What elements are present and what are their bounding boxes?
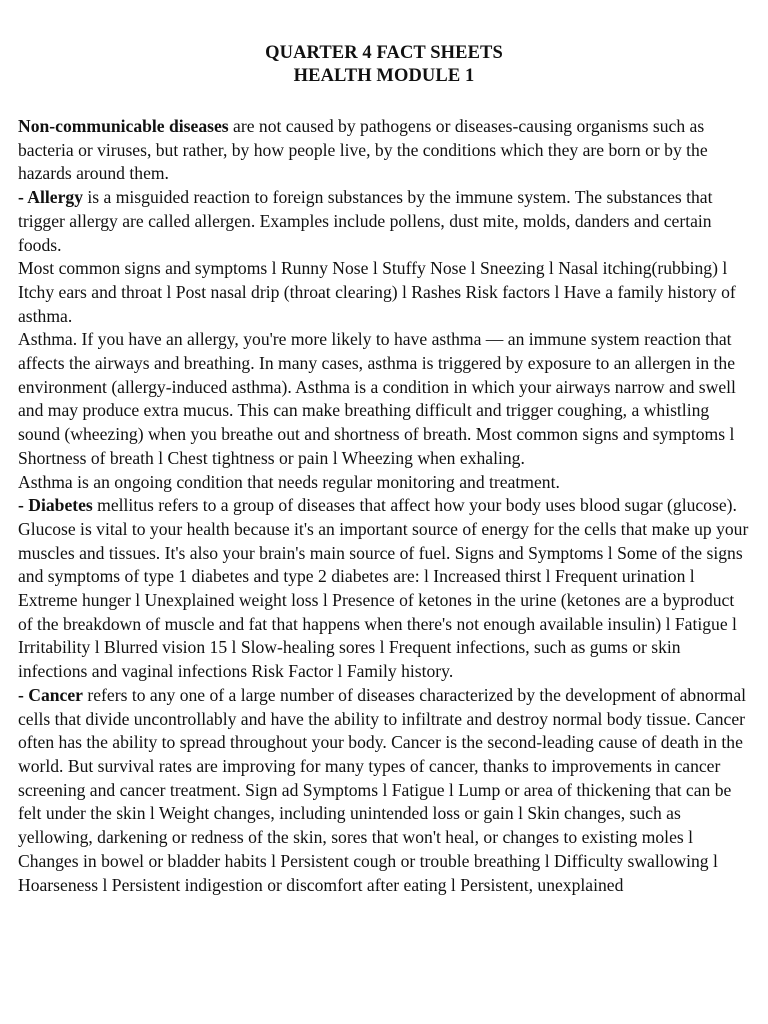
allergy-prefix: - — [18, 187, 28, 208]
cancer-prefix: - — [18, 684, 29, 705]
cancer-text: refers to any one of a large number of diseases characterized by the development of abnormal cells that divide uncontrollably and have the ability to infiltrate and destroy normal body tissue. Cancer often has the ability to spread throughout your body. Cancer is the second-leading cause of death in the world. But survival rates are improving for many types of cancer, thanks to improvements in cancer screening and cancer treatment. Sign ad Symptoms l Fatigue l Lump or area of thickening that can be felt under the skin l Weight changes, including unintended loss or gain l Skin changes, such as yellowing, darkening or redness of the skin, sores that won't heal, or changes to existing moles l Changes in bowel or bladder habits l Persistent cough or trouble breathing l Difficulty swallowing l Hoarseness l Persistent indigestion or discomfort after eating l Persistent, unexplained — [18, 684, 747, 895]
paragraph-asthma-note: Asthma is an ongoing condition that needs regular monitoring and treatment. — [18, 471, 560, 492]
paragraph-allergy — [18, 186, 750, 257]
paragraph-allergy-symptoms: Most common signs and symptoms l Runny Nose l Stuffy Nose l Sneezing l Nasal itching(rubbing) l Itchy ears and throat l Post nasal drip (throat clearing) l Rashes Risk factors l Have a family history of asthma. — [18, 258, 736, 326]
term-diabetes: Diabetes — [28, 495, 93, 516]
term-cancer: Cancer — [28, 684, 83, 705]
title-line-1: QUARTER 4 FACT SHEETS — [265, 43, 503, 63]
paragraph-diabetes — [18, 494, 750, 684]
document-title — [0, 42, 768, 88]
paragraph-asthma: Asthma. If you have an allergy, you're more likely to have asthma — an immune system reaction that affects the airways and breathing. In many cases, asthma is triggered by exposure to an allergen in the environment (allergy-induced asthma). Asthma is a condition in which your airways narrow and swell and may produce extra mucus. This can make breathing difficult and trigger coughing, a whistling sound (wheezing) when you breathe out and shortness of breath. Most common signs and symptoms l Shortness of breath l Chest tightness or pain l Wheezing when exhaling. — [18, 329, 736, 468]
title-line-2: HEALTH MODULE 1 — [293, 66, 475, 86]
paragraph-cancer — [18, 684, 750, 897]
ncd-text: are not caused by pathogens or diseases-causing organisms such as bacteria or viruses, but rather, by how people live, by the conditions which they are born or by the hazards around them. — [18, 116, 708, 184]
diabetes-text: mellitus refers to a group of diseases that affect how your body uses blood sugar (glucose). Glucose is vital to your health because it's an important source of energy for the cells that make up your muscles and tissues. It's also your brain's main source of fuel. Signs and Symptoms l Some of the signs and symptoms of type 1 diabetes and type 2 diabetes are: l Increased thirst l Frequent urination l Extreme hunger l Unexplained weight loss l Presence of ketones in the urine (ketones are a byproduct of the breakdown of muscle and fat that happens when there's not enough available insulin) l Fatigue l Irritability l Blurred vision 15 l Slow-healing sores l Frequent infections, such as gums or skin infections and vaginal infections Risk Factor l Family history. — [18, 495, 749, 682]
term-ncd: Non-communicable diseases — [18, 116, 229, 136]
term-allergy: Allergy — [27, 187, 83, 208]
document-body — [18, 115, 750, 897]
paragraph-ncd — [18, 115, 750, 186]
allergy-text: is a misguided reaction to foreign substances by the immune system. The substances that trigger allergy are called allergen. Examples include pollens, dust mite, molds, danders and certain foods. — [18, 187, 713, 255]
diabetes-prefix: - — [18, 495, 29, 516]
